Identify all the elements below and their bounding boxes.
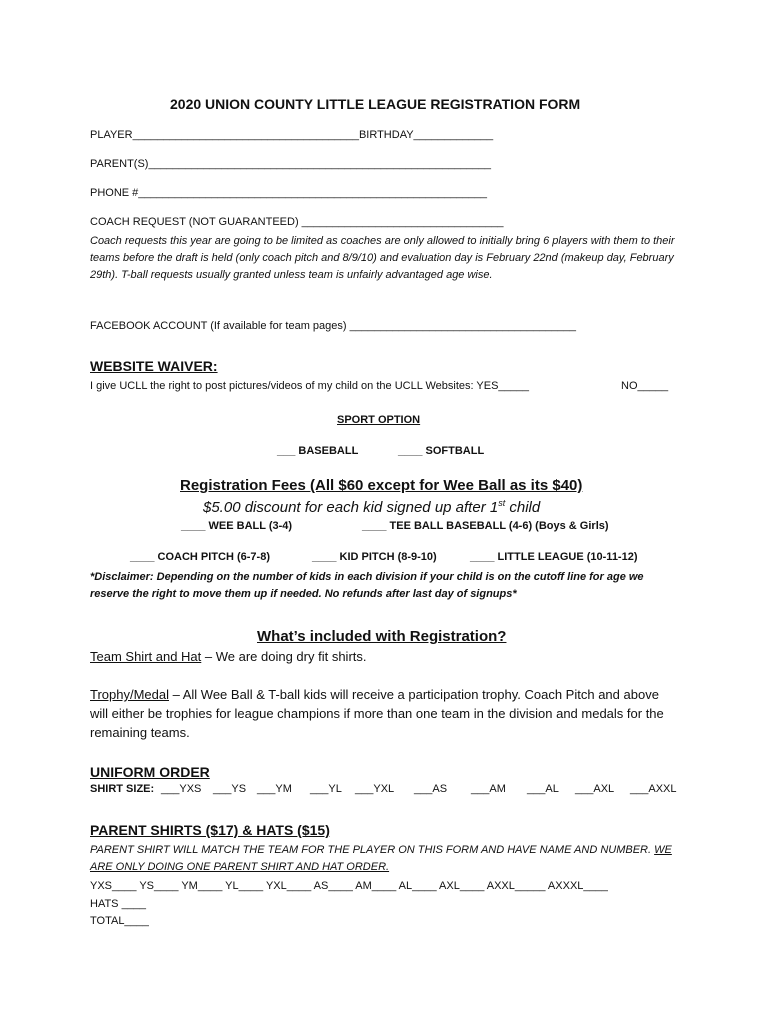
phone-field[interactable]: PHONE #_________________________________________________________	[90, 187, 487, 199]
registration-fees-heading: Registration Fees (All $60 except for Wee Ball as its $40)	[180, 477, 583, 494]
shirt-size-ys[interactable]: ___YS	[213, 783, 247, 795]
parent-shirt-note	[90, 842, 690, 876]
shirt-size-axxl[interactable]: ___AXXL	[630, 783, 677, 795]
shirt-size-ym[interactable]: ___YM	[257, 783, 292, 795]
form-title: 2020 UNION COUNTY LITTLE LEAGUE REGISTRATION FORM	[170, 96, 581, 112]
age-disclaimer: *Disclaimer: Depending on the number of kids in each division if your child is on the cutoff line for age we reserve the right to move them up if needed. No refunds after last day of signups*	[90, 571, 644, 600]
tee-ball-option[interactable]: ____ TEE BALL BASEBALL (4-6) (Boys & Girls)	[362, 520, 609, 532]
sibling-discount: $5.00 discount for each kid signed up after 1st child	[203, 498, 541, 516]
uniform-order-heading: UNIFORM ORDER	[90, 764, 210, 780]
kid-pitch-option[interactable]: ____ KID PITCH (8-9-10)	[312, 551, 437, 563]
team-shirt-label: Team Shirt and Hat	[90, 649, 202, 664]
sport-option-heading: SPORT OPTION	[337, 414, 421, 426]
team-shirt-text: – We are doing dry fit shirts.	[201, 649, 367, 664]
coach-request-note: Coach requests this year are going to be limited as coaches are only allowed to initially bring 6 players with them to their teams before the draft is held (only coach pitch and 8/9/10) and evaluation day is February 22nd (makeup day, February 29th). T-ball requests usually granted unless team is unfairly advantaged age wise.	[90, 235, 675, 281]
facebook-field[interactable]: FACEBOOK ACCOUNT (If available for team pages) _____________________________________	[90, 320, 576, 332]
shirt-size-al[interactable]: ___AL	[527, 783, 559, 795]
team-shirt-line	[90, 649, 367, 664]
total-field[interactable]: TOTAL____	[90, 915, 149, 927]
shirt-size-label: SHIRT SIZE:	[90, 783, 155, 795]
shirt-size-yxl[interactable]: ___YXL	[355, 783, 395, 795]
website-waiver-yes[interactable]: I give UCLL the right to post pictures/videos of my child on the UCLL Websites: YES_____	[90, 380, 530, 392]
whats-included-heading: What’s included with Registration?	[257, 628, 507, 645]
hats-field[interactable]: HATS ____	[90, 898, 147, 910]
shirt-size-yxs[interactable]: ___YXS	[161, 783, 202, 795]
coach-pitch-option[interactable]: ____ COACH PITCH (6-7-8)	[130, 551, 270, 563]
baseball-option[interactable]: ___ BASEBALL	[277, 445, 359, 457]
wee-ball-option[interactable]: ____ WEE BALL (3-4)	[181, 520, 293, 532]
parents-field[interactable]: PARENT(S)________________________________________________________	[90, 158, 492, 170]
shirt-size-am[interactable]: ___AM	[471, 783, 506, 795]
shirt-size-as[interactable]: ___AS	[414, 783, 448, 795]
shirt-size-row	[90, 783, 154, 795]
shirt-size-axl[interactable]: ___AXL	[575, 783, 615, 795]
parent-shirt-note-b: WE ARE ONLY DOING ONE PARENT SHIRT AND HAT ORDER.	[90, 844, 672, 873]
coach-request-field[interactable]: COACH REQUEST (NOT GUARANTEED) _________________________________	[90, 216, 504, 228]
parent-shirt-sizes[interactable]: YXS____ YS____ YM____ YL____ YXL____ AS____ AM____ AL____ AXL____ AXXL_____ AXXXL____	[90, 880, 608, 892]
website-waiver-heading: WEBSITE WAIVER:	[90, 358, 218, 374]
trophy-text: – All Wee Ball & T-ball kids will receive a participation trophy. Coach Pitch and above will either be trophies for league champions if more than one team in the division and medals for the remaining teams.	[90, 687, 664, 740]
trophy-label: Trophy/Medal	[90, 687, 169, 702]
parent-shirt-note-a: PARENT SHIRT WILL MATCH THE TEAM FOR THE PLAYER ON THIS FORM AND HAVE NAME AND NUMBER.	[90, 844, 655, 856]
shirt-size-yl[interactable]: ___YL	[310, 783, 342, 795]
softball-option[interactable]: ____ SOFTBALL	[398, 445, 485, 457]
little-league-option[interactable]: ____ LITTLE LEAGUE (10-11-12)	[470, 551, 638, 563]
trophy-paragraph	[90, 685, 680, 742]
website-waiver-no[interactable]: NO_____	[621, 380, 669, 392]
player-birthday-field[interactable]: PLAYER_____________________________________BIRTHDAY_____________	[90, 129, 494, 141]
parent-shirts-heading: PARENT SHIRTS ($17) & HATS ($15)	[90, 822, 330, 838]
